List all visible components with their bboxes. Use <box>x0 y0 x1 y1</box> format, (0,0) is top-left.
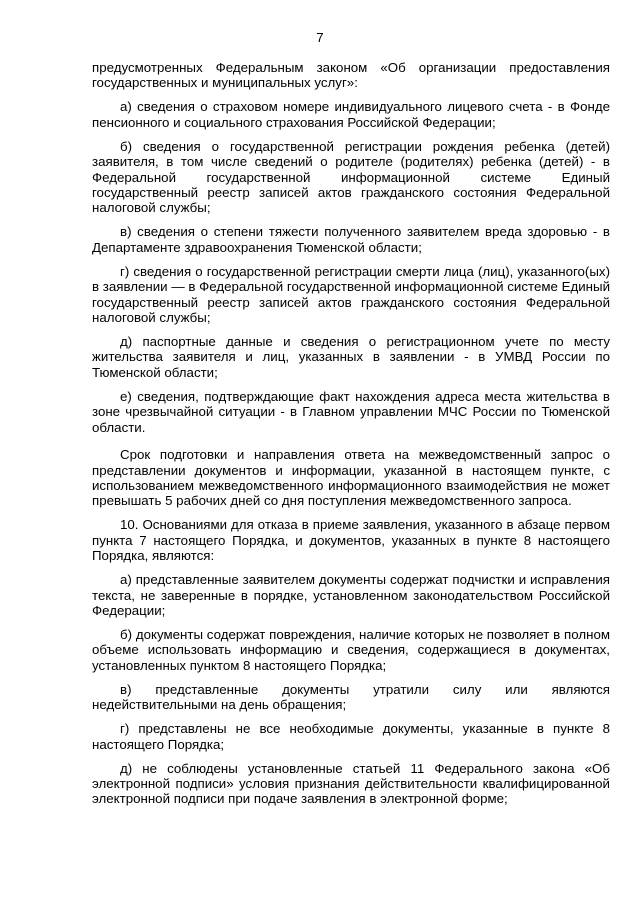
list-item-b: б) сведения о государственной регистрации рождения ребенка (детей) заявителя, в том числе сведений о родителе (родителях) ребенка (детей) - в Федеральной государственной информационной системе Единый государственный реестр записей актов гражданского состояния Федеральной налоговой службы; <box>92 138 610 216</box>
list-item-a: а) сведения о страховом номере индивидуального лицевого счета - в Фонде пенсионного и социального страхования Российской Федерации; <box>92 99 610 130</box>
refusal-item-v: в) представленные документы утратили силу или являются недействительными на день обращения; <box>92 681 610 713</box>
document-body <box>92 60 610 815</box>
paragraph-deadline: Срок подготовки и направления ответа на межведомственный запрос о представлении документов и информации, указанной в настоящем пункте, с использованием межведомственного информационного взаимодействия не может превышать 5 рабочих дней со дня поступления межведомственного запроса. <box>92 447 610 509</box>
paragraph-section-10: 10. Основаниями для отказа в приеме заявления, указанного в абзаце первом пункта 7 настоящего Порядка, и документов, указанных в пункте 8 настоящего Порядка, являются: <box>92 517 610 564</box>
list-item-d: д) паспортные данные и сведения о регистрационном учете по месту жительства заявителя и лиц, указанных в заявлении - в УМВД России по Тюменской области; <box>92 334 610 380</box>
list-item-g: г) сведения о государственной регистрации смерти лица (лиц), указанного(ых) в заявлении — в Федеральной государственной информационной системе Единый государственный реестр записей актов гражданского состояния Федеральной налоговой службы; <box>92 263 610 326</box>
page-number: 7 <box>316 30 324 45</box>
list-item-e: е) сведения, подтверждающие факт нахождения адреса места жительства в зоне чрезвычайной ситуации - в Главном управлении МЧС России по Тюменской области. <box>92 388 610 435</box>
refusal-item-d: д) не соблюдены установленные статьей 11 Федерального закона «Об электронной подписи» условия признания действительности квалифицированной электронной подписи при подаче заявления в электронной форме; <box>92 760 610 807</box>
list-item-v: в) сведения о степени тяжести полученного заявителем вреда здоровью - в Департаменте здравоохранения Тюменской области; <box>92 224 610 255</box>
refusal-item-b: б) документы содержат повреждения, наличие которых не позволяет в полном объеме использовать информацию и сведения, содержащиеся в документах, установленных пунктом 8 настоящего Порядка; <box>92 626 610 673</box>
refusal-item-g: г) представлены не все необходимые документы, указанные в пункте 8 настоящего Порядка; <box>92 721 610 752</box>
paragraph-continuation: предусмотренных Федеральным законом «Об организации предоставления государственных и муниципальных услуг»: <box>92 60 610 91</box>
refusal-item-a: а) представленные заявителем документы содержат подчистки и исправления текста, не заверенные в порядке, установленном законодательством Российской Федерации; <box>92 572 610 618</box>
